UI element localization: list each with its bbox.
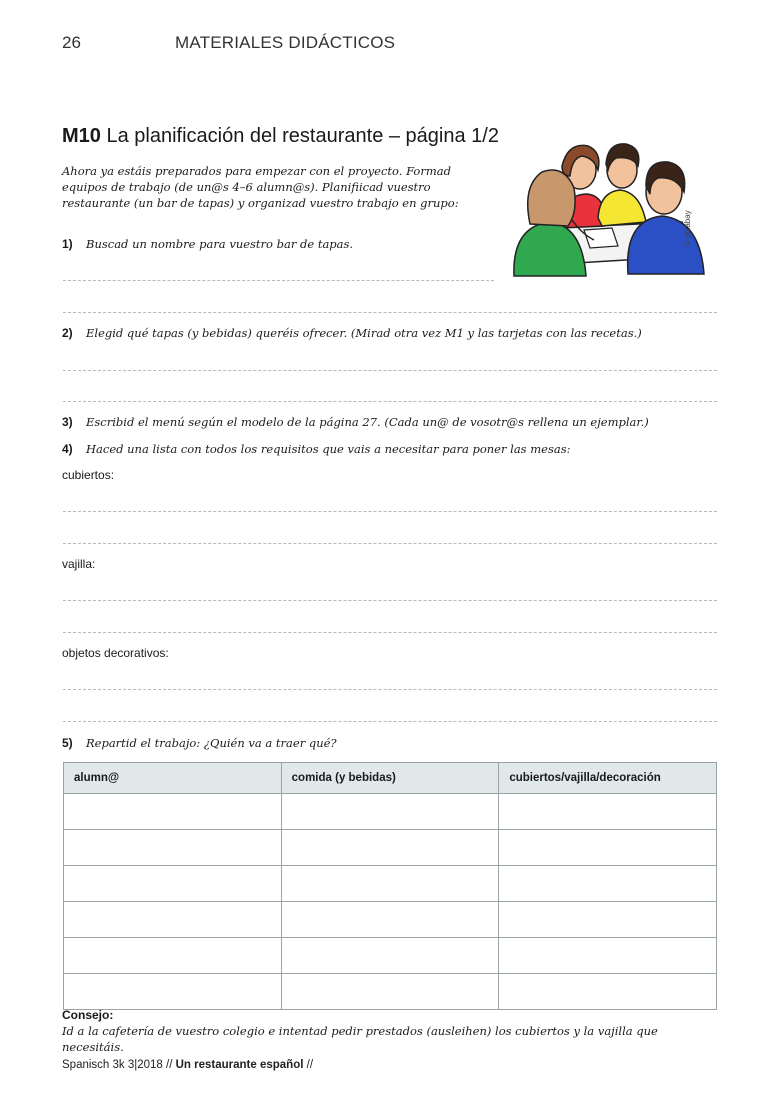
table-cell[interactable] (281, 938, 499, 974)
table-cell[interactable] (499, 794, 717, 830)
table-cell[interactable] (499, 866, 717, 902)
page-title (62, 125, 499, 148)
answer-line[interactable] (63, 511, 717, 512)
table-cell[interactable] (64, 902, 282, 938)
table-row (64, 902, 717, 938)
table-cell[interactable] (281, 830, 499, 866)
tip-text: Id a la cafetería de vuestro colegio e intentad pedir prestados (ausleihen) los cubiertos y la vajilla que necesitáis. (62, 1024, 658, 1054)
work-distribution-table (63, 762, 717, 1010)
task-5-number: 5) (62, 736, 73, 750)
answer-line[interactable] (63, 689, 717, 690)
task-2-number: 2) (62, 326, 73, 340)
task-4-text: Haced una lista con todos los requisitos que vais a necesitar para poner las mesas: (86, 442, 571, 456)
table-row (64, 866, 717, 902)
answer-line[interactable] (63, 280, 494, 281)
tip-title: Consejo: (62, 1008, 114, 1022)
header-cubiertos-vajilla: cubiertos/vajilla/decoración (499, 763, 717, 794)
answer-line[interactable] (63, 312, 717, 313)
task-5-text: Repartid el trabajo: ¿Quién va a traer qué? (86, 736, 337, 750)
title-text: La planificación del restaurante – página 1/2 (106, 125, 499, 147)
table-row (64, 830, 717, 866)
answer-line[interactable] (63, 721, 717, 722)
answer-line[interactable] (63, 543, 717, 544)
section-title: MATERIALES DIDÁCTICOS (175, 33, 396, 52)
answer-line[interactable] (63, 600, 717, 601)
answer-line[interactable] (63, 632, 717, 633)
table-cell[interactable] (281, 974, 499, 1010)
label-vajilla: vajilla: (62, 557, 96, 571)
image-credit: © pixabay (683, 210, 692, 246)
answer-line[interactable] (63, 370, 717, 371)
table-cell[interactable] (281, 902, 499, 938)
people-at-table-illustration (512, 136, 707, 278)
table-cell[interactable] (64, 794, 282, 830)
task-3-number: 3) (62, 415, 73, 429)
task-5 (62, 735, 337, 751)
task-3 (62, 414, 649, 430)
intro-paragraph: Ahora ya estáis preparados para empezar con el proyecto. Formad equipos de trabajo (de un@s 4–6 alumn@s). Planifiicad vuestro restaurante (un bar de tapas) y organizad vuestro trabajo en grupo: (62, 164, 459, 210)
table-row (64, 938, 717, 974)
answer-line[interactable] (63, 401, 717, 402)
task-1-text: Buscad un nombre para vuestro bar de tapas. (86, 237, 354, 251)
table-cell[interactable] (281, 794, 499, 830)
title-code: M10 (62, 125, 101, 147)
table-header-row (64, 763, 717, 794)
footer-end: // (306, 1059, 314, 1071)
task-3-text: Escribid el menú según el modelo de la página 27. (Cada un@ de vosotr@s rellena un ejemplar.) (86, 415, 649, 429)
footer-topic: Un restaurante español (175, 1059, 304, 1071)
table-cell[interactable] (281, 866, 499, 902)
task-1-number: 1) (62, 237, 73, 251)
table-cell[interactable] (64, 938, 282, 974)
task-1 (62, 236, 353, 252)
task-2 (62, 325, 642, 341)
table-cell[interactable] (64, 866, 282, 902)
footer (62, 1059, 313, 1071)
table-row (64, 794, 717, 830)
page-number: 26 (62, 33, 81, 52)
label-objetos-decorativos: objetos decorativos: (62, 646, 169, 660)
footer-journal: Spanisch 3k 3|2018 // (62, 1059, 173, 1071)
table-cell[interactable] (64, 830, 282, 866)
table-cell[interactable] (499, 974, 717, 1010)
task-4-number: 4) (62, 442, 73, 456)
illustration (512, 136, 707, 278)
table-row (64, 974, 717, 1010)
task-4 (62, 441, 570, 457)
table-cell[interactable] (64, 974, 282, 1010)
header-alumno: alumn@ (64, 763, 282, 794)
table-cell[interactable] (499, 830, 717, 866)
header-comida: comida (y bebidas) (281, 763, 499, 794)
task-2-text: Elegid qué tapas (y bebidas) queréis ofrecer. (Mirad otra vez M1 y las tarjetas con las recetas.) (86, 326, 642, 340)
label-cubiertos: cubiertos: (62, 468, 115, 482)
table-cell[interactable] (499, 902, 717, 938)
table-cell[interactable] (499, 938, 717, 974)
